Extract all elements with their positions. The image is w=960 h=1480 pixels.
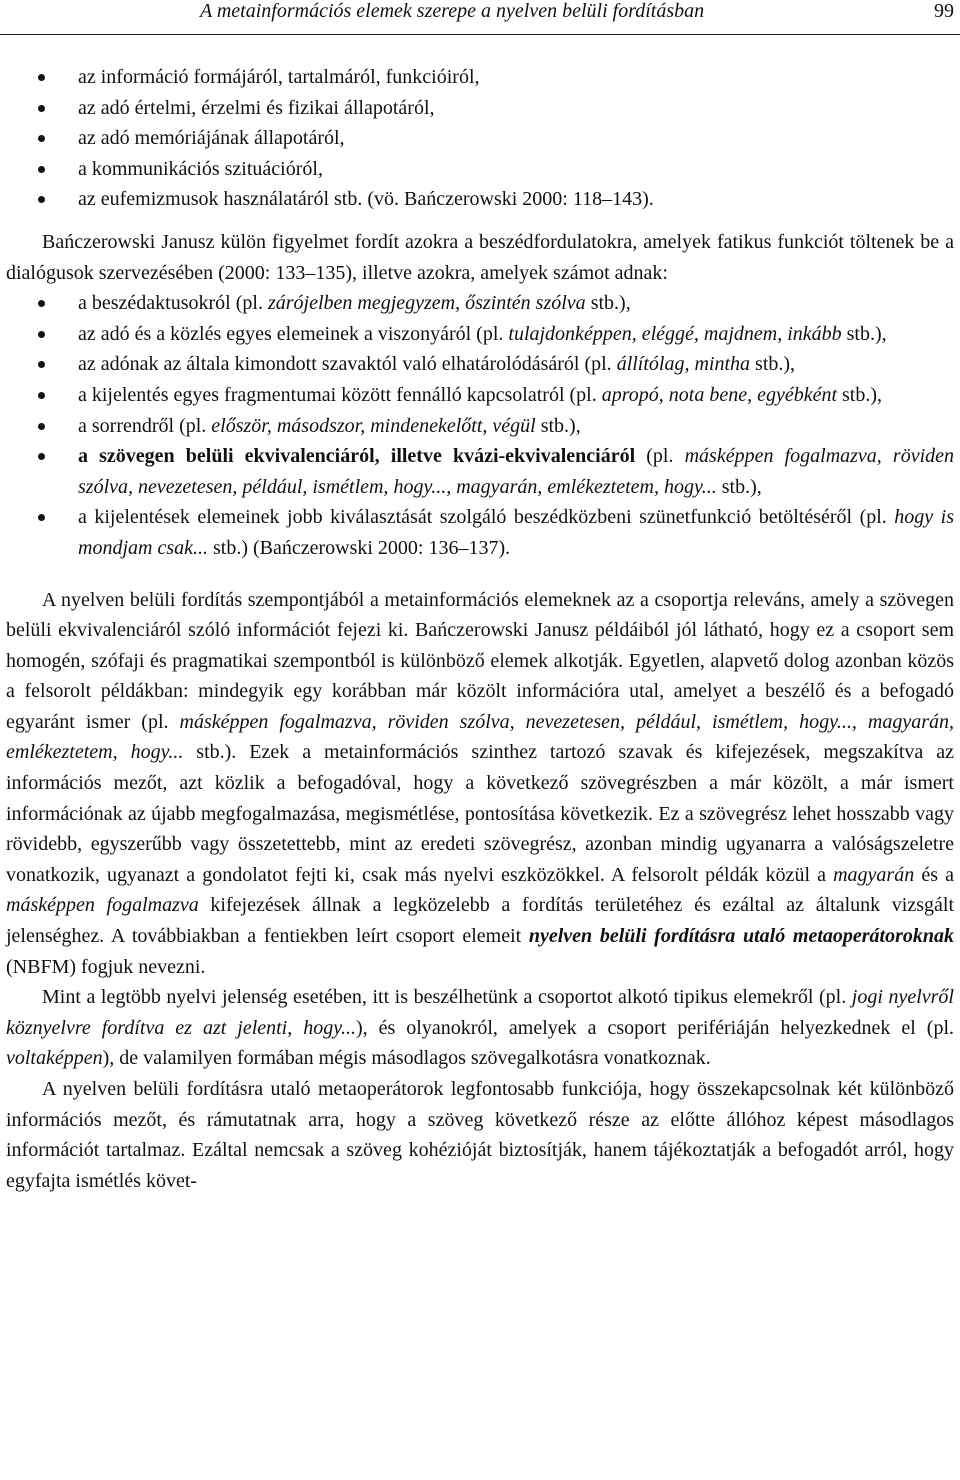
list-item: az adó és a közlés egyes elemeinek a viszonyáról (pl. tulajdonképpen, eléggé, majdnem, inkább stb.), — [6, 319, 954, 350]
bullet-list-functions — [6, 288, 954, 563]
page-body — [6, 62, 954, 1196]
list-item: a kommunikációs szituációról, — [6, 154, 954, 185]
intro-paragraph: Bańczerowski Janusz külön figyelmet fordít azokra a beszédfordulatokra, amelyek fatikus funkciót töltenek be a dialógusok szervezésében (2000: 133–135), illetve azokra, amelyek számot adnak: — [6, 230, 954, 284]
page-number: 99 — [934, 0, 954, 22]
list-item-highlighted: a szövegen belüli ekvivalenciáról, illetve kvázi-ekvivalenciáról (pl. másképpen fogalmazva, röviden szólva, nevezetesen, például, ismétlem, hogy..., magyarán, emlékeztetem, hogy... stb.), — [6, 441, 954, 502]
list-item: az adó memóriájának állapotáról, — [6, 123, 954, 154]
list-item: a kijelentések elemeinek jobb kiválasztását szolgáló beszédközbeni szünetfunkció betöltéséről (pl. hogy is mondjam csak... stb.) (Bańczerowski 2000: 136–137). — [6, 502, 954, 563]
list-item: a beszédaktusokról (pl. zárójelben megjegyzem, őszintén szólva stb.), — [6, 288, 954, 319]
bullet-list-topics — [6, 62, 954, 215]
list-item: az adó értelmi, érzelmi és fizikai állapotáról, — [6, 93, 954, 124]
body-paragraph: A nyelven belüli fordítás szempontjából a metainformációs elemeknek az a csoportja releváns, amely a szövegen belüli ekvivalenciáról szóló információt fejezi ki. Bańczerowski Janusz példáiból jól látható, hogy ez a csoport sem homogén, szófaji és pragmatikai szempontból is különböző elemek alkotják. Egyetlen, alapvető dolog azonban közös a felsorolt példákban: mindegyik egy korábban már közölt információra utal, amelyet a beszélő és a befogadó egyaránt ismer (pl. másképpen fogalmazva, röviden szólva, nevezetesen, például, ismétlem, hogy..., magyarán, emlékeztetem, hogy... stb.). Ezek a metainformációs szinthez tartozó szavak és kifejezések, megszakítva az információs mezőt, azt közlik a befogadóval, hogy a következő szövegrészben a már közölt, a már ismert információnak az újabb megfogalmazása, megismétlése, pontosítása következik. Ez a szövegrész lehet hosszabb vagy rövidebb, egyszerűbb vagy összetettebb, mint az eredeti szövegrész, azonban mindig ugyanarra a valóságszeletre vonatkozik, ugyanazt a gondolatot fejti ki, csak más nyelvi eszközökkel. A felsorolt példák közül a magyarán és a másképpen fogalmazva kifejezések állnak a legközelebb a fordítás területéhez és ezáltal az általunk vizsgált jelenséghez. A továbbiakban a fentiekben leírt csoport elemeit nyelven belüli fordításra utaló metaoperátoroknak (NBFM) fogjuk nevezni. — [6, 588, 955, 978]
list-item: az eufemizmusok használatáról stb. (vö. Bańczerowski 2000: 118–143). — [6, 184, 954, 215]
body-paragraph: A nyelven belüli fordításra utaló metaoperátorok legfontosabb funkciója, hogy összekapcsolnak két különböző információs mezőt, és rámutatnak arra, hogy a szöveg következő része az előtte állóhoz képest másodlagos információt tartalmaz. Ezáltal nemcsak a szöveg kohézióját biztosítják, hanem tájékoztatják a befogadót arról, hogy egyfajta ismétlés követ- — [6, 1078, 954, 1192]
list-item: az információ formájáról, tartalmáról, funkcióiról, — [6, 62, 954, 93]
list-item: a sorrendről (pl. először, másodszor, mindenekelőtt, végül stb.), — [6, 411, 954, 442]
list-item: a kijelentés egyes fragmentumai között fennálló kapcsolatról (pl. apropó, nota bene, egyébként stb.), — [6, 380, 954, 411]
term-definition: nyelven belüli fordításra utaló metaoperátoroknak — [528, 925, 954, 948]
list-item: az adónak az általa kimondott szavaktól való elhatárolódásáról (pl. állítólag, mintha stb.), — [6, 349, 954, 380]
running-header — [0, 0, 960, 35]
body-paragraph: Mint a legtöbb nyelvi jelenség esetében, itt is beszélhetünk a csoportot alkotó tipikus elemekről (pl. jogi nyelvről köznyelvre fordítva ez azt jelenti, hogy...), és olyanokról, amelyek a csoport perifériáján helyezkednek el (pl. voltaképpen), de valamilyen formában mégis másodlagos szövegalkotásra vonatkoznak. — [6, 986, 955, 1070]
running-title: A metainformációs elemek szerepe a nyelven belüli fordításban — [200, 0, 705, 22]
